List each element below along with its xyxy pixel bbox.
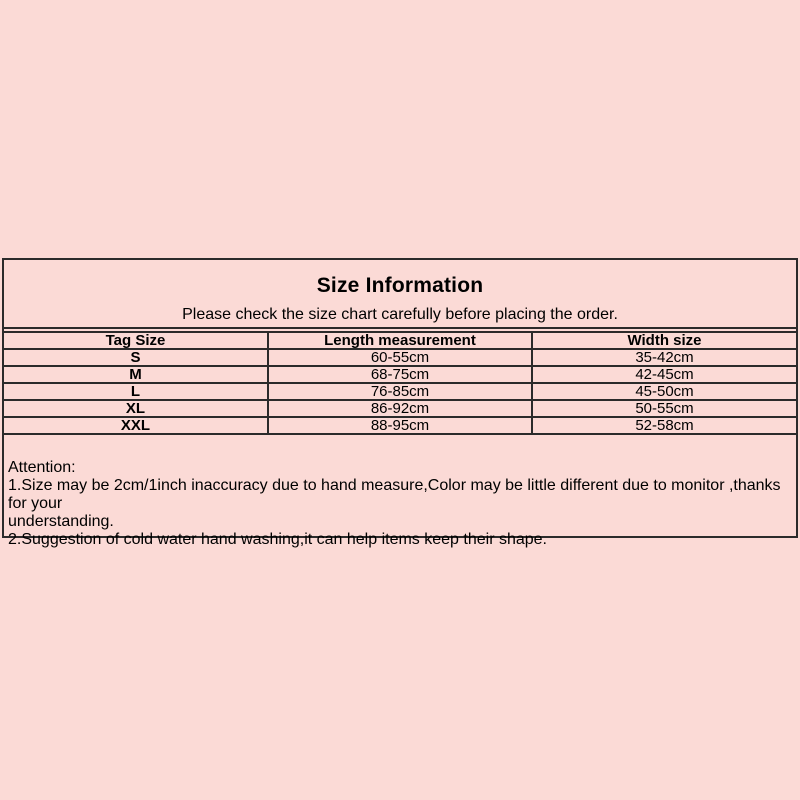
cell-length-value: 76-85cm: [268, 383, 532, 400]
table-row-m: [4, 366, 796, 383]
size-info-subtitle: Please check the size chart carefully before placing the order.: [182, 306, 618, 323]
attention-line-3: 2.Suggestion of cold water hand washing,it can help items keep their shape.: [8, 531, 547, 548]
header-cell-width-size: Width size: [532, 332, 796, 349]
cell-size-label: XXL: [4, 417, 268, 434]
table-row-s: [4, 349, 796, 366]
cell-size-label: XL: [4, 400, 268, 417]
cell-width-value: 45-50cm: [532, 383, 796, 400]
attention-line-2: understanding.: [8, 513, 114, 530]
table-row-xxl: [4, 417, 796, 434]
cell-length-value: 86-92cm: [268, 400, 532, 417]
size-info-box: [2, 258, 798, 548]
attention-note: [4, 459, 796, 549]
size-table-header-row: [4, 332, 796, 349]
attention-heading: Attention:: [8, 459, 76, 476]
size-table: [4, 331, 796, 435]
header-cell-tag-size: Tag Size: [4, 332, 268, 349]
size-info-header: [4, 260, 796, 329]
cell-length-value: 60-55cm: [268, 349, 532, 366]
table-row-l: [4, 383, 796, 400]
cell-size-label: S: [4, 349, 268, 366]
cell-length-value: 88-95cm: [268, 417, 532, 434]
cell-size-label: L: [4, 383, 268, 400]
table-row-xl: [4, 400, 796, 417]
page-title: Size Information: [316, 274, 484, 297]
attention-line-1: 1.Size may be 2cm/1inch inaccuracy due to hand measure,Color may be little different due to monitor ,thanks for your: [8, 477, 781, 512]
cell-width-value: 35-42cm: [532, 349, 796, 366]
cell-width-value: 50-55cm: [532, 400, 796, 417]
cell-length-value: 68-75cm: [268, 366, 532, 383]
cell-width-value: 42-45cm: [532, 366, 796, 383]
cell-size-label: M: [4, 366, 268, 383]
header-cell-length-measurement: Length measurement: [268, 332, 532, 349]
cell-width-value: 52-58cm: [532, 417, 796, 434]
